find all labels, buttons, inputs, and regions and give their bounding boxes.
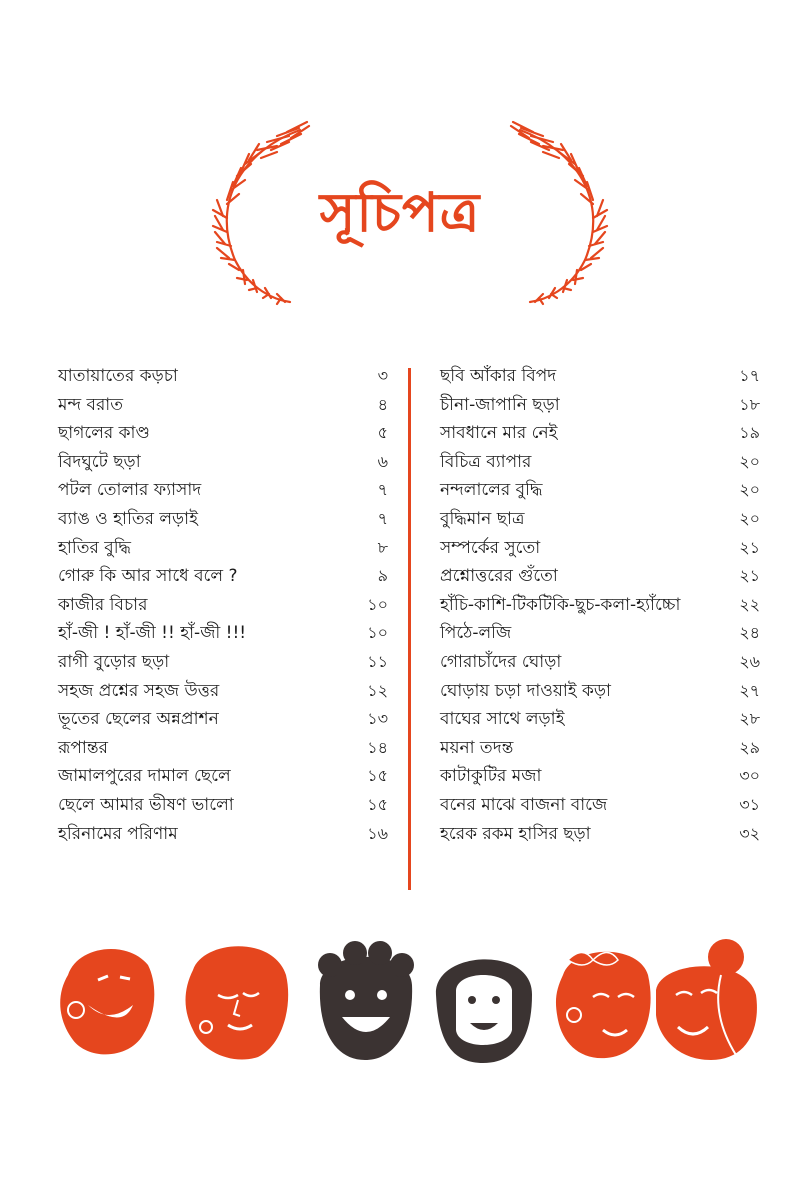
toc-entry-title: মন্দ বরাত <box>58 394 123 415</box>
toc-entry-page: ২২ <box>739 594 760 614</box>
toc-entry-page: ৩১ <box>739 794 760 814</box>
toc-entry-page: ১৩ <box>367 709 388 729</box>
toc-entry-title: সাবধানে মার নেই <box>440 423 558 444</box>
toc-entry-title: পটল তোলার ফ্যাসাদ <box>58 480 202 501</box>
toc-entry-title: হাতির বুদ্ধি <box>58 537 132 558</box>
toc-entry <box>58 619 388 648</box>
toc-right-column <box>440 362 760 848</box>
toc-entry-title: বিচিত্র ব্যাপার <box>440 451 532 472</box>
toc-entry <box>58 534 388 563</box>
toc-entry-title: গোরাচাঁদের ঘোড়া <box>440 651 562 672</box>
toc-entry-title: সহজ প্রশ্নের সহজ উত্তর <box>58 680 220 701</box>
toc-entry <box>440 705 760 734</box>
toc-entry <box>58 391 388 420</box>
page-title: সূচিপত্র <box>319 181 481 244</box>
toc-entry-title: হরিনামের পরিণাম <box>58 823 178 844</box>
toc-entry-page: ২০ <box>739 480 760 500</box>
toc-entry-title: কাটাকুটির মজা <box>440 766 542 787</box>
toc-entry-page: ৭ <box>377 480 388 500</box>
toc-entry <box>58 591 388 620</box>
toc-entry-title: হাঁ-জী ! হাঁ-জী !! হাঁ-জী !!! <box>58 623 247 644</box>
toc-entry-title: যাতায়াতের কড়চা <box>58 366 178 386</box>
toc-entry <box>58 762 388 791</box>
toc-entry <box>58 448 388 477</box>
toc-entry-page: ৭ <box>377 508 388 528</box>
toc-entry-page: ৯ <box>377 566 388 586</box>
header <box>0 0 800 330</box>
woman-face-icon <box>178 935 293 1065</box>
toc-entry-page: ৪ <box>377 394 388 414</box>
toc-entry-title: বুদ্ধিমান ছাত্র <box>440 508 525 529</box>
toc-entry-page: ১৬ <box>367 823 388 843</box>
toc-entry-title: হরেক রকম হাসির ছড়া <box>440 823 591 844</box>
toc-entry <box>440 391 760 420</box>
toc-entry-page: ৮ <box>377 537 388 557</box>
toc-entry <box>58 791 388 820</box>
toc-entry-page: ১৫ <box>367 794 388 814</box>
toc-entry-title: প্রশ্নোত্তরের গুঁতো <box>440 566 558 587</box>
toc-entry-page: ১২ <box>367 680 388 700</box>
toc-entry <box>58 705 388 734</box>
long-hair-face-icon <box>428 935 538 1065</box>
toc-entry-page: ১০ <box>367 623 388 643</box>
toc-entry-page: ২১ <box>739 566 760 586</box>
toc-entry-page: ২০ <box>739 451 760 471</box>
toc-entry-page: ১১ <box>367 651 388 671</box>
toc-entry-title: ব্যাঙ ও হাতির লড়াই <box>58 508 198 529</box>
toc-entry-title: ভূতের ছেলের অন্নপ্রাশন <box>58 709 219 730</box>
toc-entry-page: ১৫ <box>367 766 388 786</box>
toc-entry <box>58 562 388 591</box>
toc-entry-title: ছাগলের কাণ্ড <box>58 423 150 444</box>
toc-entry-title: সম্পর্কের সুতো <box>440 537 541 558</box>
toc-entry <box>440 448 760 477</box>
toc-entry <box>58 677 388 706</box>
toc-entry-title: রূপান্তর <box>58 737 108 758</box>
toc-entry <box>58 362 388 391</box>
laughing-face-icon <box>48 935 158 1065</box>
toc-entry <box>440 734 760 763</box>
toc-entry <box>440 362 760 391</box>
toc-entry <box>440 419 760 448</box>
toc-entry <box>58 820 388 849</box>
toc-entry <box>58 734 388 763</box>
toc-entry <box>58 648 388 677</box>
toc-entry-title: কাজীর বিচার <box>58 594 148 615</box>
toc-entry-page: ১৭ <box>739 366 760 385</box>
toc-entry-page: ১৪ <box>367 737 388 757</box>
toc-entry-title: চীনা-জাপানি ছড়া <box>440 394 560 415</box>
toc-entry <box>440 562 760 591</box>
toc-entry <box>440 591 760 620</box>
toc-entry <box>440 648 760 677</box>
toc-entry-title: জামালপুরের দামাল ছেলে <box>58 766 231 787</box>
toc-entry-page: ২৯ <box>739 737 760 757</box>
toc-entry <box>440 791 760 820</box>
toc-entry-title: হাঁচি-কাশি-টিকটিকি-ছুচ-কলা-হ্যাঁচ্চো <box>440 594 681 615</box>
toc-entry-title: নন্দলালের বুদ্ধি <box>440 480 543 501</box>
toc-entry-title: ছেলে আমার ভীষণ ভালো <box>58 794 234 815</box>
toc-entry-page: ৫ <box>377 423 388 443</box>
toc-entry-title: বনের মাঝে বাজনা বাজে <box>440 794 608 815</box>
toc-entry-page: ২৬ <box>739 651 760 671</box>
toc-entry-page: ৩২ <box>739 823 760 843</box>
faces-illustration <box>48 935 760 1075</box>
toc-entry-page: ১৮ <box>739 394 760 414</box>
toc-entry <box>58 505 388 534</box>
toc-entry <box>58 419 388 448</box>
bun-hair-face-icon <box>646 935 761 1065</box>
toc-entry-page: ৩০ <box>739 766 760 786</box>
toc-entry-page: ৩ <box>377 366 388 385</box>
toc-entry-page: ৬ <box>377 451 388 471</box>
toc-entry-title: রাগী বুড়োর ছড়া <box>58 651 170 672</box>
toc-left-column <box>58 362 388 848</box>
toc-entry <box>440 762 760 791</box>
toc-entry-page: ২৮ <box>739 709 760 729</box>
toc-entry-page: ২৪ <box>739 623 760 643</box>
toc-entry-title: ময়না তদন্ত <box>440 737 514 758</box>
toc-entry <box>440 476 760 505</box>
toc-entry-title: গোরু কি আর সাধে বলে ? <box>58 566 238 587</box>
toc-entry-page: ১০ <box>367 594 388 614</box>
toc-entry-page: ২০ <box>739 508 760 528</box>
toc-entry <box>440 820 760 849</box>
toc-entry-page: ২৭ <box>739 680 760 700</box>
column-divider <box>408 368 411 890</box>
toc-entry-title: ছবি আঁকার বিপদ <box>440 366 557 386</box>
toc-entry-title: বাঘের সাথে লড়াই <box>440 709 565 730</box>
toc-entry-title: পিঠে-লজি <box>440 623 512 644</box>
toc-entry <box>440 534 760 563</box>
toc-entry <box>440 505 760 534</box>
toc-entry-title: বিদঘুটে ছড়া <box>58 451 141 472</box>
toc-entry-page: ১৯ <box>739 423 760 443</box>
toc-entry <box>440 619 760 648</box>
toc-entry <box>58 476 388 505</box>
curly-hair-face-icon <box>310 935 420 1065</box>
toc-entry-page: ২১ <box>739 537 760 557</box>
toc-entry-title: ঘোড়ায় চড়া দাওয়াই কড়া <box>440 680 611 701</box>
toc-entry <box>440 677 760 706</box>
bow-hair-face-icon <box>548 935 658 1065</box>
